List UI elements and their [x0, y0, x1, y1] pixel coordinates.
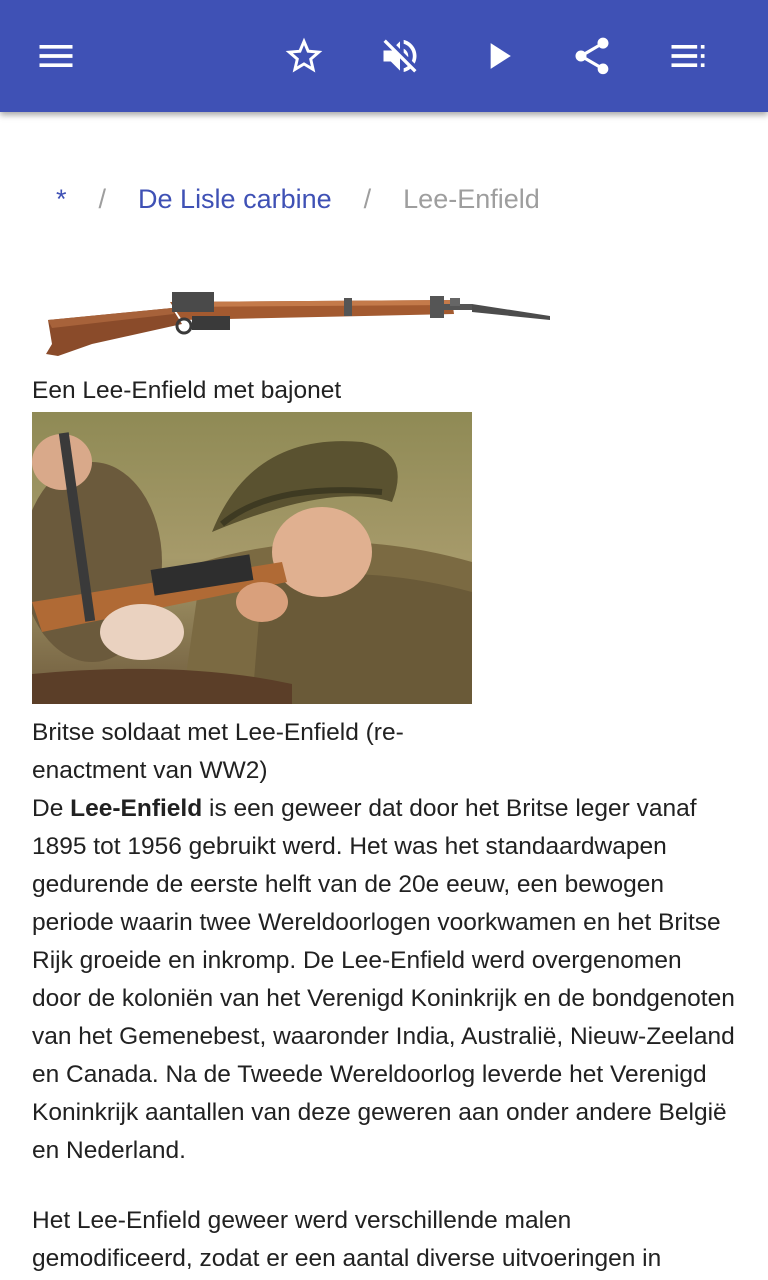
- rifle-with-bayonet-image[interactable]: [32, 258, 552, 358]
- volume-off-icon: [378, 34, 422, 78]
- mute-button[interactable]: [368, 24, 432, 88]
- playlist-icon: [666, 34, 710, 78]
- soldier-photo[interactable]: [32, 412, 472, 704]
- share-icon: [570, 34, 614, 78]
- contents-button[interactable]: [656, 24, 720, 88]
- play-icon: [476, 34, 520, 78]
- article-paragraph: Het Lee-Enfield geweer werd verschillende malen gemodificeerd, zodat er een aantal diverse uitvoeringen in: [32, 1207, 662, 1272]
- breadcrumb: [32, 176, 540, 222]
- figure-caption: Britse soldaat met Lee-Enfield (re-enactment van WW2): [32, 719, 404, 784]
- breadcrumb-home-link[interactable]: *: [56, 183, 67, 214]
- menu-icon: [34, 34, 78, 78]
- article-subject: Lee-Enfield: [70, 795, 203, 822]
- share-button[interactable]: [560, 24, 624, 88]
- breadcrumb-current: Lee-Enfield: [403, 183, 540, 214]
- breadcrumb-parent-link[interactable]: De Lisle carbine: [138, 183, 332, 214]
- paragraph-text: is een geweer dat door het Britse leger vanaf 1895 tot 1956 gebruikt werd. Het was het standaardwapen gedurende de eerste helft van de 20e eeuw, een bewogen periode waarin twee Wereldoorlogen voorkwamen en het Britse Rijk groeide en inkromp. De Lee-Enfield werd overgenomen door de koloniën van het Verenigd Koninkrijk en de bondgenoten van het Gemenebest, waaronder India, Australië, Nieuw-Zeeland en Canada. Na de Tweede Wereldoorlog leverde het Verenigd Koninkrijk aantallen van deze geweren aan onder andere België en Nederland.: [32, 795, 735, 1164]
- breadcrumb-separator: /: [98, 183, 107, 214]
- menu-button[interactable]: [24, 24, 88, 88]
- figure-caption: Een Lee-Enfield met bajonet: [32, 377, 342, 404]
- breadcrumb-separator: /: [363, 183, 372, 214]
- favorite-button[interactable]: [272, 24, 336, 88]
- article-paragraph: [32, 790, 736, 1170]
- paragraph-text: De: [32, 795, 71, 822]
- star-icon: [282, 34, 326, 78]
- play-button[interactable]: [466, 24, 530, 88]
- app-bar: [0, 0, 768, 112]
